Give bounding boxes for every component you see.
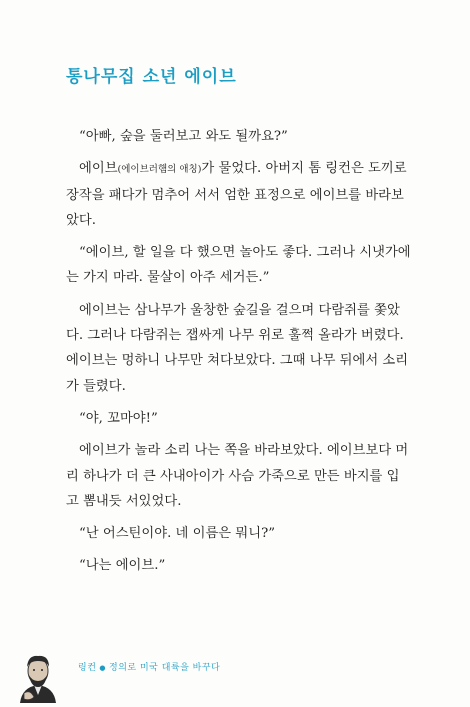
lincoln-portrait-icon xyxy=(14,647,62,703)
paragraph: 에이브는 삼나무가 울창한 숲길을 걸으며 다람쥐를 쫓았다. 그러나 다람쥐는 잽싸게 나무 위로 훌쩍 올라가 버렸다. 에이브는 멍하니 나무만 쳐다보았다. 그때 나무 뒤에서 소리가 들렸다. xyxy=(66,302,409,394)
paragraph-text: 에이브 xyxy=(79,161,118,177)
paragraph: 에이브가 놀라 소리 나는 쪽을 바라보았다. 에이브보다 머리 하나가 더 큰 사내아이가 사슴 가죽으로 만든 바지를 입고 뽐내듯 서있었다. xyxy=(66,443,409,509)
paragraph xyxy=(66,156,412,233)
separator-dot: ● xyxy=(99,664,106,672)
paragraph: “에이브, 할 일을 다 했으면 놀아도 좋다. 그러나 시냇가에는 가지 마라. 물살이 아주 세거든.” xyxy=(66,245,411,286)
body-text xyxy=(66,124,412,586)
book-title-sub: 정의로 미국 대륙을 바꾸다 xyxy=(109,663,221,673)
paragraph: “아빠, 숲을 둘러보고 와도 될까요?” xyxy=(79,129,288,144)
book-title-main: 링컨 xyxy=(78,663,97,673)
paragraph: “야, 꼬마야!” xyxy=(79,410,158,426)
paragraph-note: (에이브러햄의 애칭) xyxy=(117,164,202,176)
paragraph: “난 어스틴이야. 네 이름은 뭐니?” xyxy=(79,526,275,542)
chapter-title: 통나무집 소년 에이브 xyxy=(66,67,237,87)
paragraph-text: 가 물었다. 아버지 톰 링컨은 도끼로 장작을 패다가 멈추어 서서 엄한 표정으로 에이브를 바라보았다. xyxy=(66,161,407,228)
running-footer xyxy=(78,660,220,673)
page-footer xyxy=(0,647,470,707)
paragraph: “나는 에이브.” xyxy=(79,558,166,574)
